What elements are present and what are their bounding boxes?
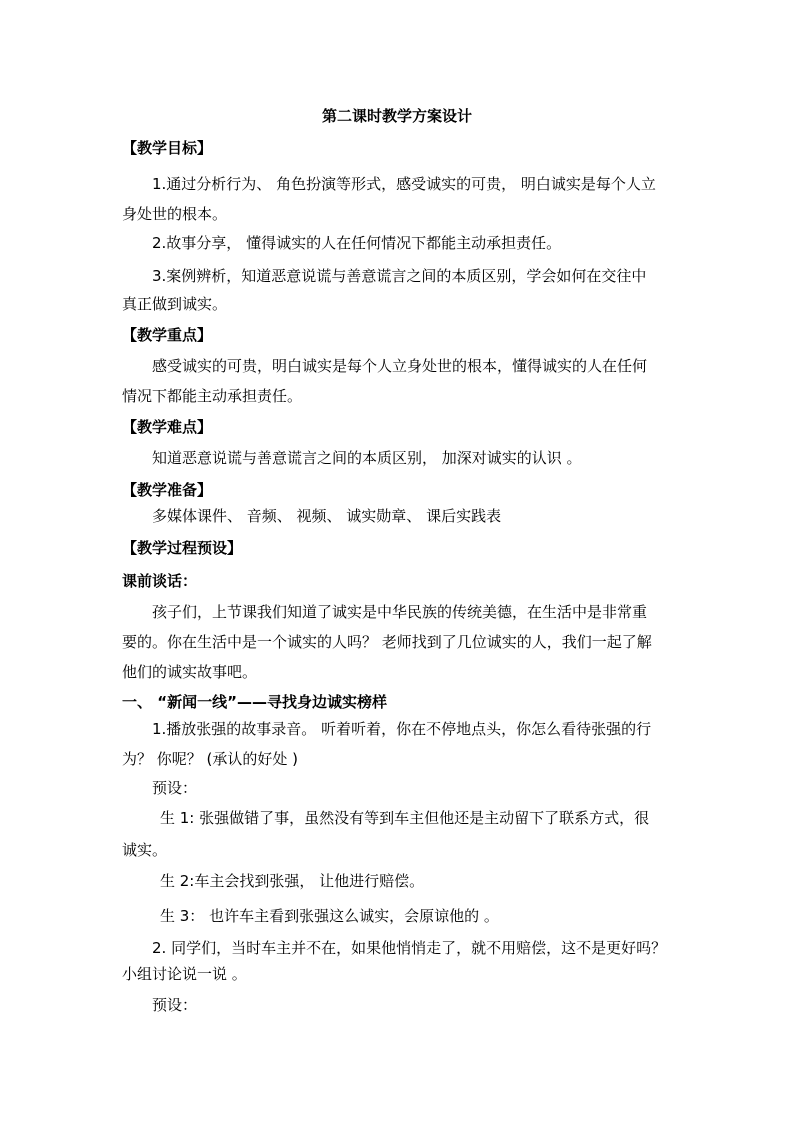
key-points-heading: 【教学重点】 (122, 326, 213, 344)
objective-item-1-line-2: 身处世的根本。 (122, 205, 228, 223)
student-1-line-2: 诚实。 (122, 841, 168, 859)
objective-item-3-line-1: 3.案例辨析，知道恶意说谎与善意谎言之间的本质区别，学会如何在交往中 (152, 267, 647, 285)
key-points-line-2: 情况下都能主动承担责任。 (122, 387, 303, 405)
student-3: 生 3： 也许车主看到张强这么诚实，会原谅他的 。 (160, 907, 499, 925)
section-1-item-1-line-2: 为？ 你呢？ (承认的好处 ) (122, 750, 299, 768)
difficulties-heading: 【教学难点】 (122, 418, 213, 436)
student-1-line-1: 生 1: 张强做错了事，虽然没有等到车主但他还是主动留下了联系方式，很 (160, 809, 650, 827)
preparation-line-1: 多媒体课件、 音频、 视频、 诚实勋章、 课后实践表 (152, 507, 502, 525)
section-1-item-2-line-2: 小组讨论说一说 。 (122, 965, 247, 983)
section-1-item-1-line-1: 1.播放张强的故事录音。 听着听着，你在不停地点头，你怎么看待张强的行 (152, 720, 652, 738)
pre-talk-line-3: 他们的诚实故事吧。 (122, 663, 258, 681)
objective-item-2: 2.故事分享， 懂得诚实的人在任何情况下都能主动承担责任。 (152, 234, 562, 252)
preparation-heading: 【教学准备】 (122, 481, 213, 499)
pre-talk-line-1: 孩子们，上节课我们知道了诚实是中华民族的传统美德，在生活中是非常重 (152, 603, 648, 621)
section-1-heading: 一、 “新闻一线”——寻找身边诚实榜样 (122, 693, 387, 711)
document-title: 第二课时教学方案设计 (321, 107, 472, 125)
objective-item-1-line-1: 1.通过分析行为、 角色扮演等形式，感受诚实的可贵， 明白诚实是每个人立 (152, 175, 656, 193)
student-2: 生 2:车主会找到张强， 让他进行赔偿。 (160, 872, 425, 890)
preset-label-2: 预设： (152, 996, 198, 1014)
pre-talk-heading: 课前谈话： (122, 572, 198, 590)
objective-item-3-line-2: 真正做到诚实。 (122, 295, 228, 313)
process-heading: 【教学过程预设】 (122, 539, 243, 557)
pre-talk-line-2: 要的。你在生活中是一个诚实的人吗？ 老师找到了几位诚实的人，我们一起了解 (122, 633, 652, 651)
objectives-heading: 【教学目标】 (122, 139, 213, 157)
section-1-item-2-line-1: 2. 同学们，当时车主并不在，如果他悄悄走了，就不用赔偿，这不是更好吗？ (152, 939, 667, 957)
preset-label-1: 预设： (152, 779, 198, 797)
key-points-line-1: 感受诚实的可贵，明白诚实是每个人立身处世的根本，懂得诚实的人在任何 (152, 357, 648, 375)
difficulties-line-1: 知道恶意说谎与善意谎言之间的本质区别， 加深对诚实的认识 。 (152, 449, 582, 467)
